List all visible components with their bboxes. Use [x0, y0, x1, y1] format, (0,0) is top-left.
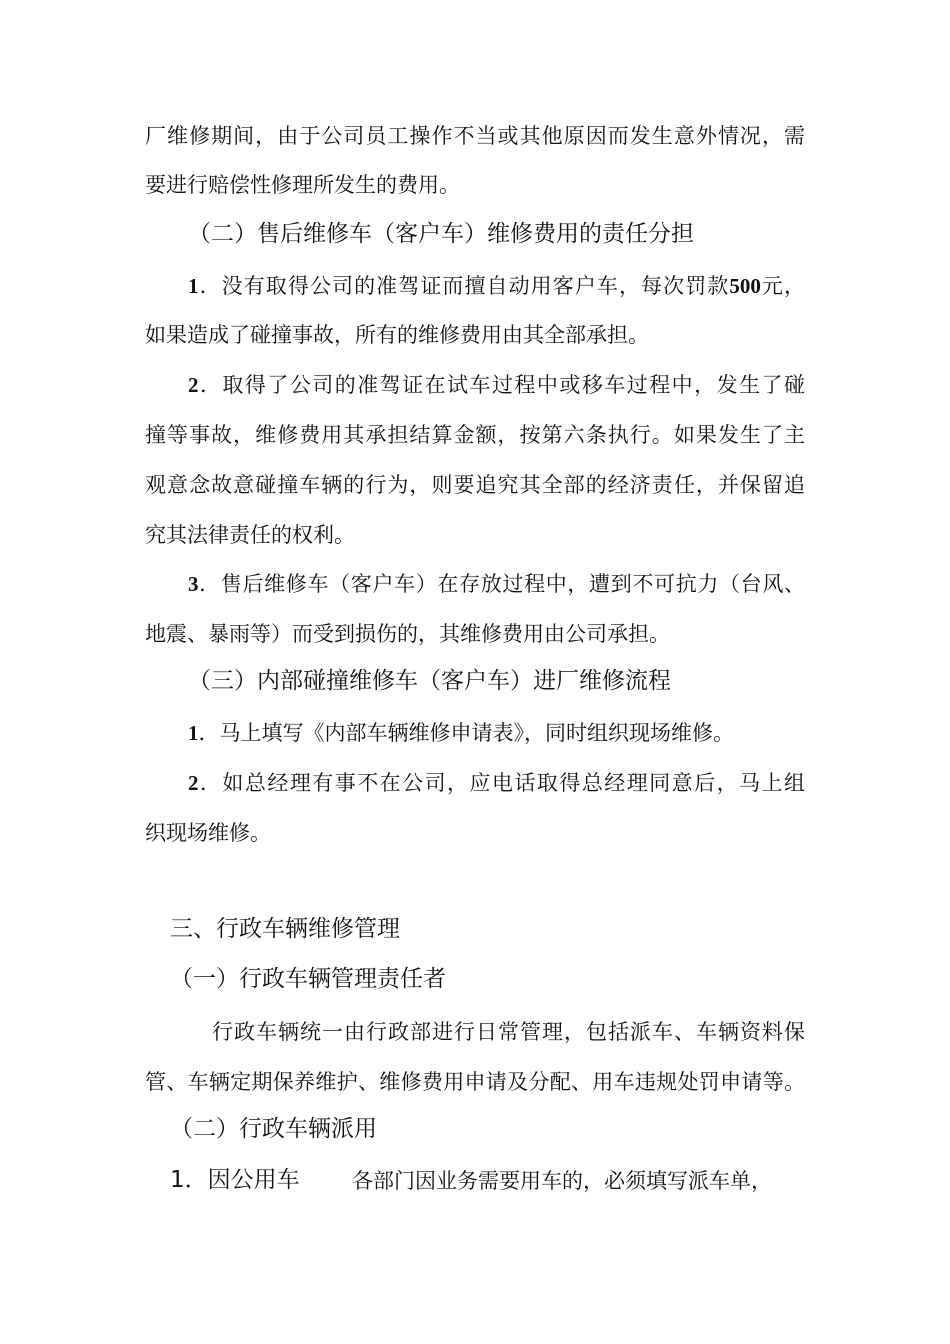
item-text: ．售后维修车（客户车）在存放过程中，遭到不可抗力（台风、: [198, 572, 805, 596]
subsection-heading-1: （一）行政车辆管理责任者: [170, 966, 446, 992]
item-number: 1: [188, 721, 199, 745]
s2-item-2-line-1: [188, 370, 805, 400]
c3-sub1-body-line-1: 行政车辆统一由行政部进行日常管理，包括派车、车辆资料保: [212, 1020, 805, 1044]
fine-amount: 500: [729, 274, 761, 298]
item-text: ．没有取得公司的准驾证而擅自动用客户车，每次罚款: [198, 274, 730, 298]
c3-sub2-item-1-label: 1．因公用车: [170, 1167, 300, 1193]
s2-item-3-line-1: [188, 569, 805, 599]
subsection-heading-2: （二）行政车辆派用: [170, 1116, 377, 1142]
item-text: ．如总经理有事不在公司，应电话取得总经理同意后，马上组: [198, 771, 805, 795]
intro-line-1: 厂维修期间，由于公司员工操作不当或其他原因而发生意外情况，需: [145, 124, 805, 148]
s2-item-2-line-4: 究其法律责任的权利。: [145, 523, 355, 547]
section-heading-3: （三）内部碰撞维修车（客户车）进厂维修流程: [188, 668, 671, 694]
section-heading-2: （二）售后维修车（客户车）维修费用的责任分担: [188, 221, 694, 247]
s2-item-1-line-2: 如果造成了碰撞事故，所有的维修费用由其全部承担。: [145, 323, 649, 347]
intro-line-2: 要进行赔偿性修理所发生的费用。: [145, 173, 460, 197]
s2-item-2-line-2: 撞等事故，维修费用其承担结算金额，按第六条执行。如果发生了主: [145, 423, 805, 447]
c3-sub1-body-line-2: 管、车辆定期保养维护、维修费用申请及分配、用车违规处罚申请等。: [145, 1070, 805, 1094]
item-number: 2: [188, 771, 199, 795]
item-text-end: 元，: [760, 274, 806, 298]
s2-item-2-line-3: 观意念故意碰撞车辆的行为，则要追究其全部的经济责任，并保留追: [145, 473, 805, 497]
item-number: 2: [188, 373, 199, 397]
c3-sub2-item-1-text: 各部门因业务需要用车的，必须填写派车单，: [352, 1169, 772, 1193]
chapter-heading-3: 三、行政车辆维修管理: [170, 916, 400, 942]
item-text: ．取得了公司的准驾证在试车过程中或移车过程中，发生了碰: [198, 373, 805, 397]
s3-item-2-line-1: [188, 768, 805, 798]
item-text: ．马上填写《内部车辆维修申请表》，同时组织现场维修。: [198, 721, 734, 745]
s2-item-1-line-1: [188, 271, 805, 301]
s3-item-2-line-2: 织现场维修。: [145, 821, 271, 845]
s2-item-3-line-2: 地震、暴雨等）而受到损伤的，其维修费用由公司承担。: [145, 622, 670, 646]
item-number: 1: [188, 274, 199, 298]
s3-item-1-line-1: [188, 718, 734, 748]
item-number: 3: [188, 572, 199, 596]
